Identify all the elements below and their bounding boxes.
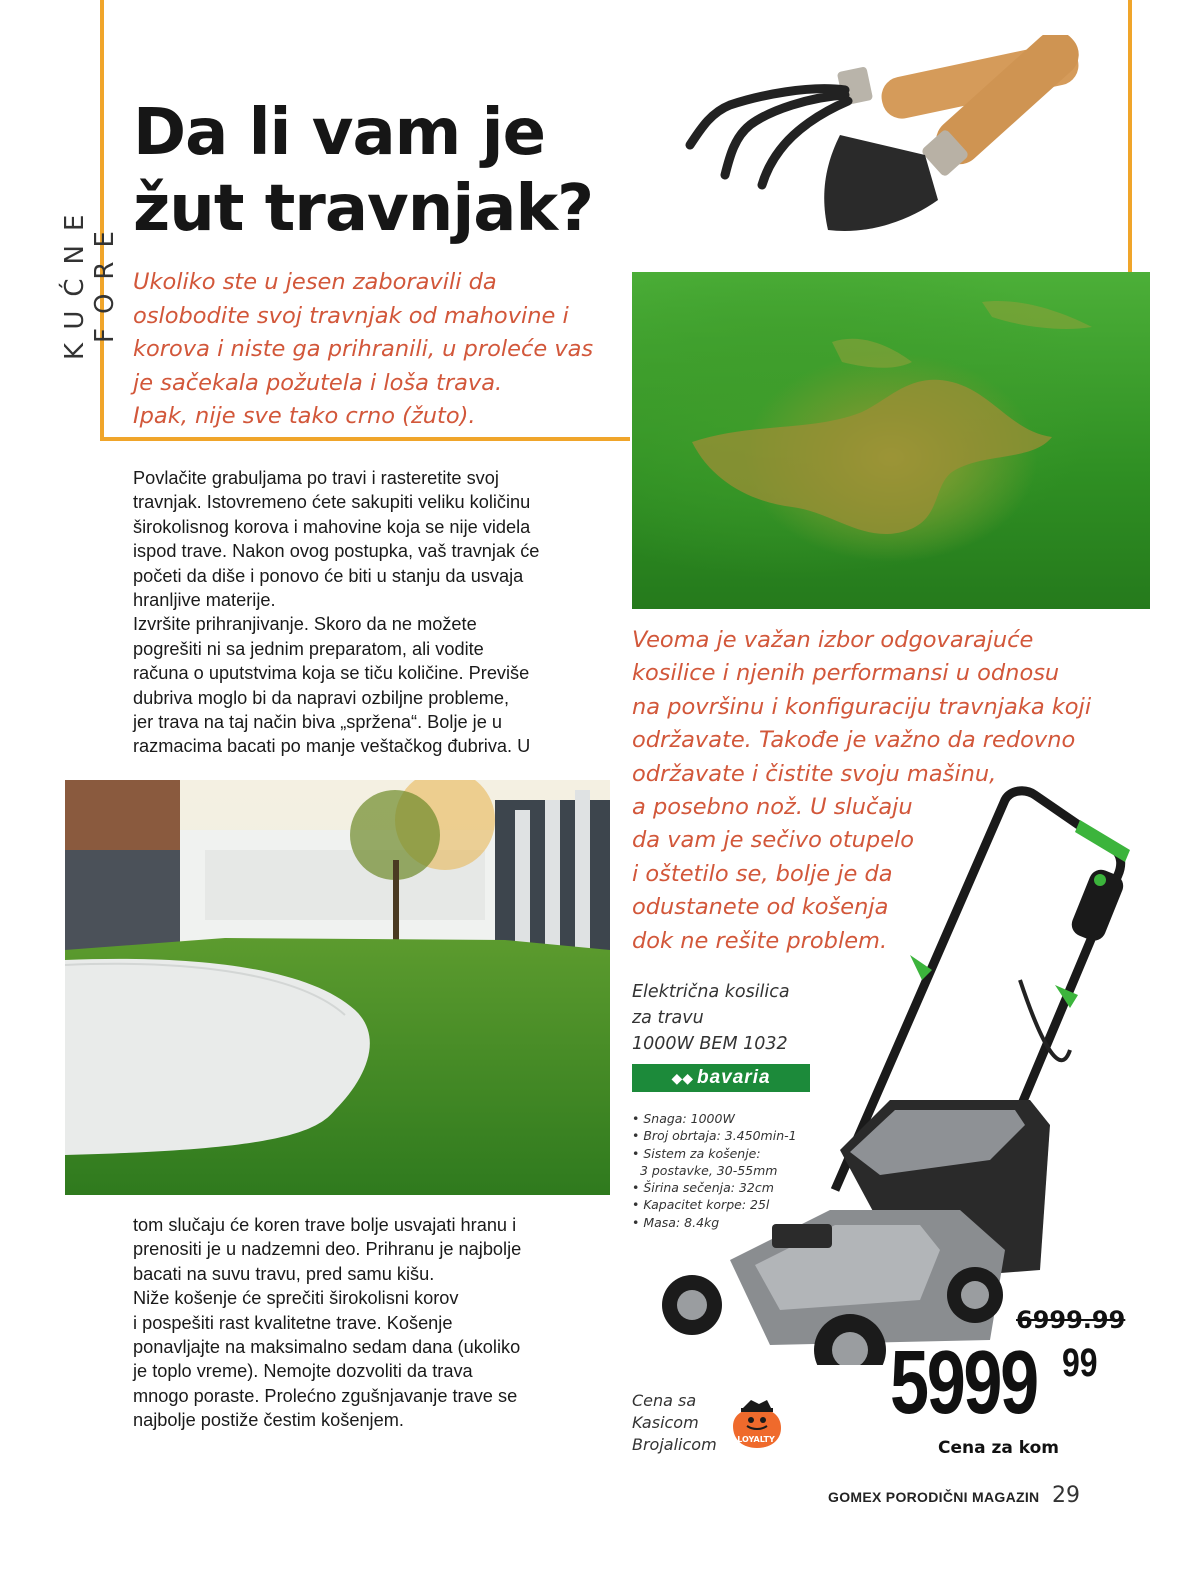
spec-item: • Broj obrtaja: 3.450min-1 (632, 1128, 797, 1144)
quote-line: odustanete od košenja (632, 894, 889, 921)
loyalty-line: Brojalicom (632, 1435, 717, 1454)
body-line: dubriva moglo bi da napravi ozbiljne probleme, (133, 687, 510, 708)
spec-item: • Kapacitet korpe: 25l (632, 1197, 770, 1213)
frame-right-rule (1128, 0, 1132, 272)
body-line: travnjak. Istovremeno ćete sakupiti veliku količinu (133, 492, 531, 513)
body-line: i pospešiti rast kvalitetne trave. Košenje (133, 1312, 453, 1333)
quote-line: dok ne rešite problem. (632, 927, 888, 954)
body-line: jer trava na taj način biva „spržena“. Bolje je u (133, 712, 502, 733)
yellow-lawn-photo (632, 272, 1150, 609)
loyalty-line: Kasicom (632, 1413, 699, 1432)
body-line: hranljive materije. (133, 590, 276, 611)
lead-line: oslobodite svoj travnjak od mahovine i (133, 302, 569, 329)
product-name-line: Električna kosilica (632, 982, 790, 1002)
product-name (632, 979, 832, 1057)
lead-line: Ukoliko ste u jesen zaboravili da (133, 269, 497, 295)
lead-line: korova i niste ga prihranili, u proleće vas (133, 336, 594, 362)
brand-name: bavaria (697, 1067, 771, 1088)
lead-paragraph (133, 266, 623, 434)
section-label: KUĆNE FORE (60, 200, 120, 360)
quote-line: održavate i čistite svoju mašinu, (632, 760, 997, 787)
current-price (890, 1333, 1107, 1433)
quote-line: da vam je sečivo otupelo (632, 827, 915, 854)
quote-line: i oštetilo se, bolje je da (632, 860, 893, 887)
body-line: Povlačite grabuljama po travi i rasteretite svoj (133, 468, 499, 488)
loyalty-badge-text: LOYALTY (737, 1435, 775, 1444)
body-line: pogrešiti ni sa jednim preparatom, ali vodite (133, 638, 484, 659)
spec-item: • Širina sečenja: 32cm (632, 1180, 774, 1196)
title-line: Da li vam je (133, 96, 545, 170)
page-title (133, 95, 653, 247)
loyalty-line: Cena sa (632, 1391, 697, 1410)
quote-line: održavate. Takođe je važno da redovno (632, 727, 1076, 754)
product-specs (632, 1110, 832, 1231)
body-line: širokolisnog korova i mahovine koja se nije videla (133, 516, 531, 537)
body-line: najbolje postiže čestim košenjem. (133, 1410, 404, 1431)
lead-line: je sačekala požutela i loša trava. (133, 369, 503, 396)
frame-bottom-rule (100, 437, 630, 441)
magazine-name: GOMEX PORODIČNI MAGAZIN (828, 1489, 1040, 1505)
body-line: Niže košenje će sprečiti širokolisni korov (133, 1288, 459, 1309)
product-name-line: za travu (632, 1008, 704, 1028)
garden-tools-photo (670, 35, 1100, 255)
brand-diamond-icon: ◆◆ (671, 1069, 693, 1086)
spec-item: • Snaga: 1000W (632, 1111, 735, 1126)
body-line: računa o uputstvima koja se tiču količine. Previše (133, 663, 530, 684)
garden-lawn-photo (65, 780, 610, 1195)
body-text-column-2 (133, 1213, 613, 1433)
body-line: ispod trave. Nakon ovog postupka, vaš travnjak će (133, 541, 540, 562)
body-line: je toplo vreme). Nemojte dozvoliti da trava (133, 1361, 473, 1382)
body-line: prenositi je u nadzemni deo. Prihranu je najbolje (133, 1239, 522, 1260)
product-name-line: 1000W BEM 1032 (632, 1034, 788, 1054)
quote-line: na površinu i konfiguraciju travnjaka koji (632, 693, 1092, 720)
body-line: mnogo poraste. Prolećno zgušnjavanje trave se (133, 1385, 518, 1406)
body-line: ponavljajte na maksimalno sedam dana (ukoliko (133, 1337, 521, 1358)
body-line: razmacima bacati po manje veštačkog đubriva. U (133, 736, 531, 757)
body-line: početi da diše i ponovo će biti u stanju da usvaja (133, 565, 524, 586)
price-main: 5999 (890, 1333, 1037, 1433)
body-line: tom slučaju će koren trave bolje usvajati hranu i (133, 1215, 517, 1235)
body-line: Izvršite prihranjivanje. Skoro da ne možete (133, 614, 477, 635)
quote-line: Veoma je važan izbor odgovarajuće (632, 627, 1034, 653)
price-decimals: 99 (1062, 1341, 1098, 1385)
brand-logo (632, 1064, 810, 1092)
spec-item: 3 postavke, 30-55mm (632, 1162, 778, 1178)
spec-item: • Sistem za košenje: (632, 1145, 761, 1161)
quote-line: kosilice i njenih performansi u odnosu (632, 660, 1060, 687)
spec-item: • Masa: 8.4kg (632, 1214, 720, 1230)
quote-line: a posebno nož. U slučaju (632, 794, 913, 821)
body-text-column-1 (133, 466, 623, 759)
body-line: bacati na suvu travu, pred samu kišu. (133, 1263, 435, 1284)
price-unit: Cena za kom (938, 1438, 1060, 1458)
title-line: žut travnjak? (133, 172, 594, 246)
old-price: 6999.99 (1016, 1306, 1126, 1334)
piggy-bank-icon (725, 1396, 787, 1458)
lead-line: Ipak, nije sve tako crno (žuto). (133, 403, 476, 429)
page-number: 29 (1052, 1483, 1080, 1508)
